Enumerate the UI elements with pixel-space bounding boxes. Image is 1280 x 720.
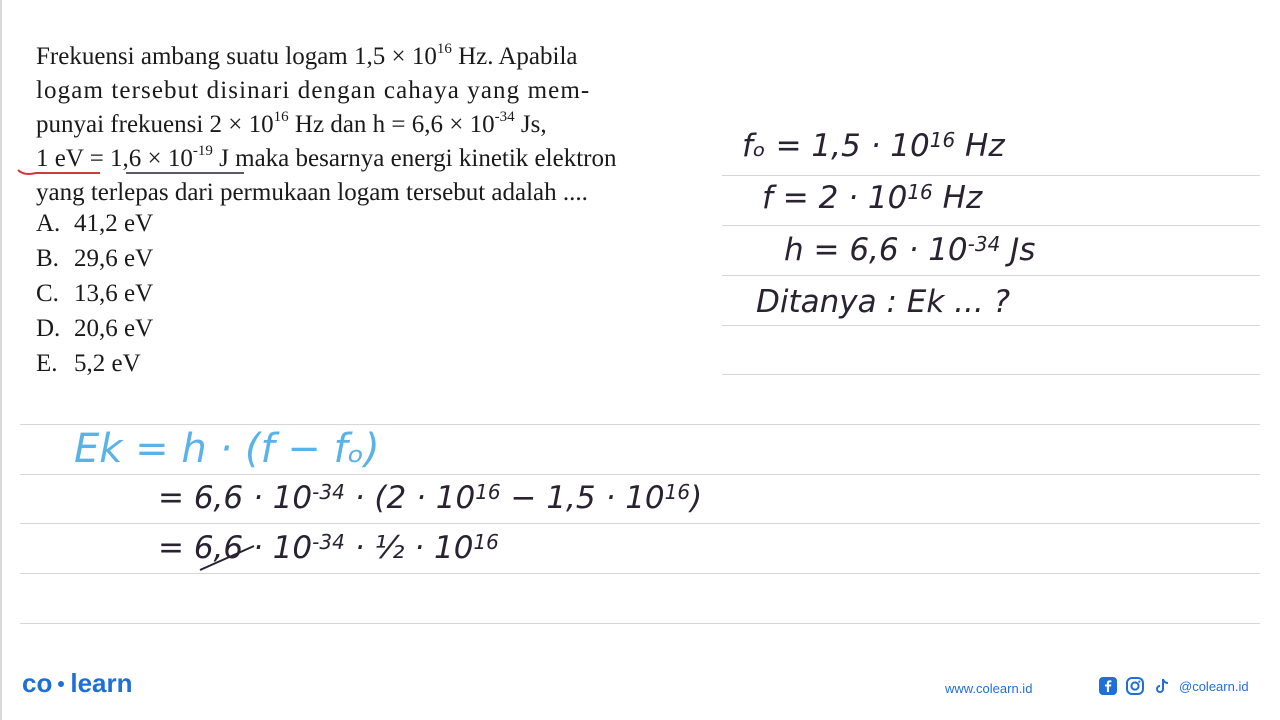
work-step1: = $6,6 \cdot 10^{-34} \cdot (2 \cdot 10^{16} - 1,5 \cdot 10^{16})$ [158, 480, 703, 516]
note-h: $h = 6,6 \cdot 10^{-34}$ Js [784, 232, 1036, 268]
social-handle[interactable]: @colearn.id [1179, 678, 1249, 694]
option-a[interactable]: A. 41,2 eV [36, 210, 154, 237]
ruled-line [722, 225, 1260, 226]
colearn-logo[interactable]: co learn [22, 668, 133, 698]
question-line: punyai frekuensi $2 \times 10^{16}$ Hz dan $h = 6,6 \times 10^{-34}$ Js, [36, 108, 547, 138]
ruled-line [20, 523, 1260, 524]
question-text [36, 40, 712, 210]
instagram-icon[interactable] [1125, 676, 1145, 696]
question-line: Frekuensi ambang suatu logam $1,5 \times 10^{16}$ Hz. Apabila [36, 40, 578, 70]
website-link[interactable]: www.colearn.id [945, 681, 1033, 696]
question-line: 1 eV = $1,6 \times 10^{-19}$ J maka besarnya energi kinetik elektron [36, 142, 617, 172]
option-d[interactable]: D. 20,6 eV [36, 315, 154, 342]
tiktok-icon[interactable] [1152, 676, 1172, 696]
ruled-line [722, 275, 1260, 276]
facebook-icon[interactable] [1098, 676, 1118, 696]
option-b[interactable]: B. 29,6 eV [36, 245, 154, 272]
ruled-line [722, 325, 1260, 326]
ruled-line [20, 623, 1260, 624]
logo-dot [58, 681, 64, 687]
strike-mark [196, 536, 260, 576]
ruled-line [722, 175, 1260, 176]
social-links [1098, 676, 1249, 696]
question-line: logam tersebut disinari dengan cahaya yang mem- [36, 77, 591, 104]
answer-options [36, 206, 153, 381]
option-e[interactable]: E. 5,2 eV [36, 350, 141, 377]
question-line: yang terlepas dari permukaan logam tersebut adalah .... [36, 179, 588, 206]
note-f0: $f_o = 1,5 \cdot 10^{16}$ Hz [742, 128, 1005, 164]
option-c[interactable]: C. 13,6 eV [36, 280, 154, 307]
ruled-line [722, 374, 1260, 375]
work-step2: = $6,6 \cdot 10^{-34}$ · ½ · $10^{16}$ [158, 530, 499, 566]
underline-annotation [14, 158, 254, 180]
ruled-line [20, 424, 1260, 425]
note-f: $f = 2 \cdot 10^{16}$ Hz [762, 180, 983, 216]
work-formula: Ek = h · (f − fₒ) [74, 426, 380, 472]
frame-border [0, 0, 2, 720]
ruled-line [20, 474, 1260, 475]
note-ditanya: Ditanya : Ek ... ? [756, 284, 1011, 320]
